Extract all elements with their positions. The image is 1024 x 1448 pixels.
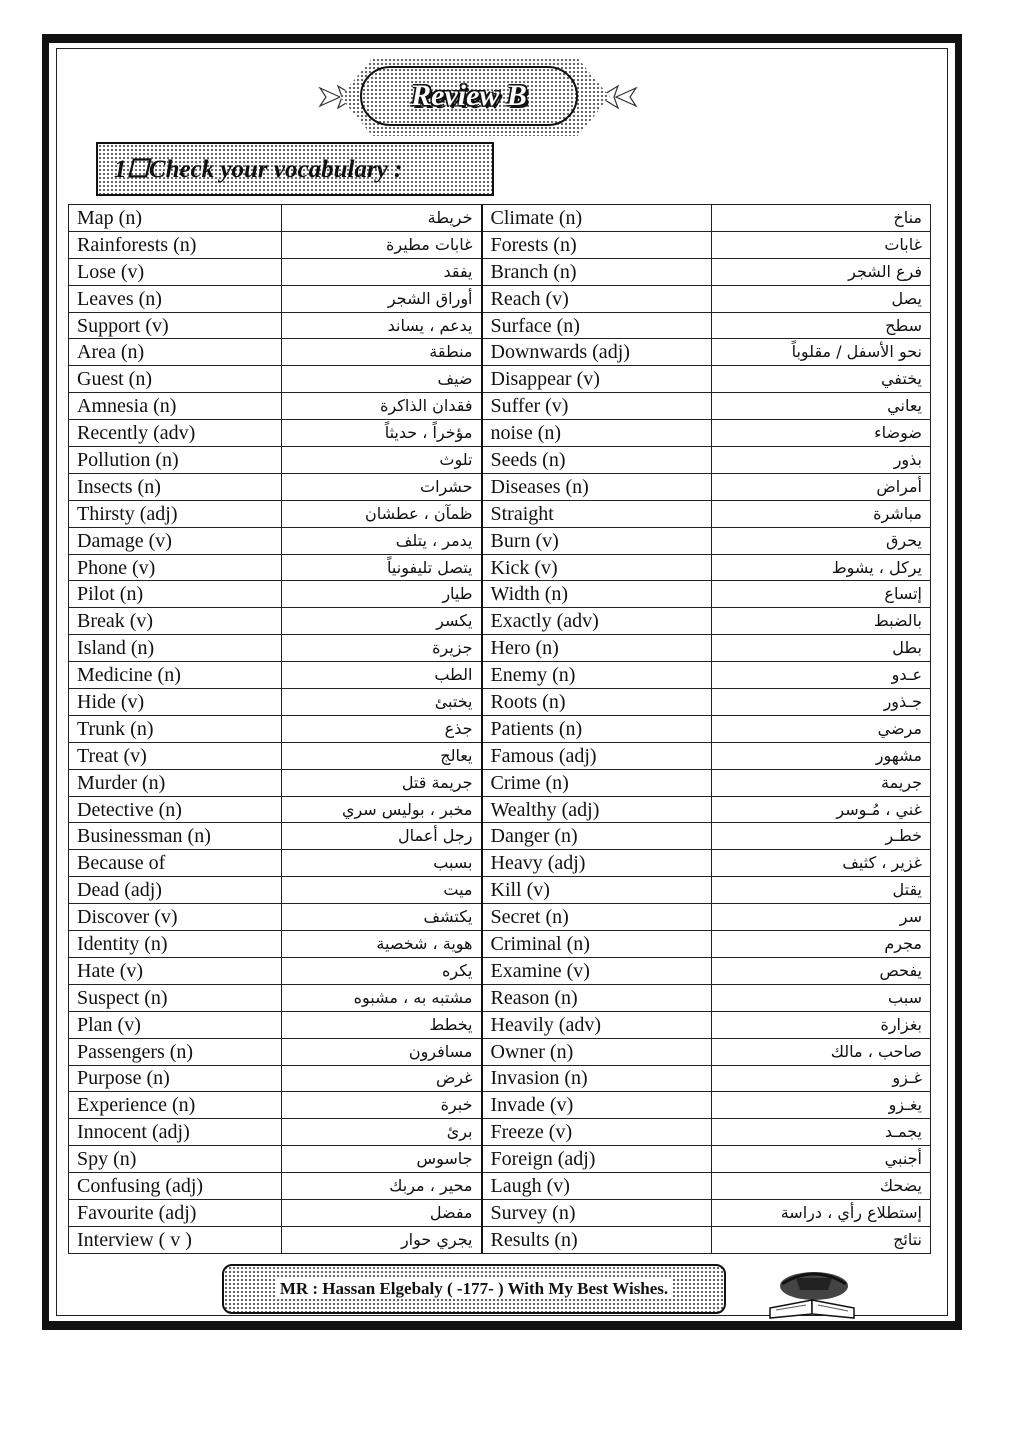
- table-row: [69, 366, 931, 393]
- vocab-arabic-left: خريطة: [282, 205, 482, 232]
- vocab-arabic-left: أوراق الشجر: [282, 285, 482, 312]
- review-title-banner: [330, 58, 630, 138]
- vocab-english-right: Enemy (n): [482, 662, 712, 689]
- vocab-english-right: Heavy (adj): [482, 850, 712, 877]
- vocab-arabic-left: هوية ، شخصية: [282, 931, 482, 958]
- vocab-arabic-right: غزير ، كثيف: [712, 850, 931, 877]
- vocab-arabic-left: مؤخراً ، حديثاً: [282, 420, 482, 447]
- vocab-arabic-left: بسبب: [282, 850, 482, 877]
- table-row: [69, 1092, 931, 1119]
- table-row: [69, 554, 931, 581]
- vocab-arabic-left: حشرات: [282, 473, 482, 500]
- vocab-arabic-right: جريمة: [712, 769, 931, 796]
- vocab-english-left: Interview ( v ): [69, 1226, 282, 1253]
- vocabulary-table: [68, 204, 931, 1254]
- vocab-english-left: Passengers (n): [69, 1038, 282, 1065]
- vocab-english-right: Hero (n): [482, 635, 712, 662]
- vocab-english-left: Support (v): [69, 312, 282, 339]
- vocab-english-left: Trunk (n): [69, 715, 282, 742]
- vocab-arabic-right: ضوضاء: [712, 420, 931, 447]
- vocab-arabic-left: تلوث: [282, 447, 482, 474]
- vocab-english-left: Treat (v): [69, 742, 282, 769]
- vocab-arabic-right: مرضي: [712, 715, 931, 742]
- banner-pill: [360, 66, 578, 126]
- vocab-arabic-left: مسافرون: [282, 1038, 482, 1065]
- vocab-arabic-right: مباشرة: [712, 500, 931, 527]
- vocab-arabic-right: غني ، مُـوسر: [712, 796, 931, 823]
- vocab-arabic-right: صاحب ، مالك: [712, 1038, 931, 1065]
- vocab-english-left: Area (n): [69, 339, 282, 366]
- vocab-arabic-right: عـدو: [712, 662, 931, 689]
- vocab-arabic-right: أمراض: [712, 473, 931, 500]
- vocab-arabic-left: منطقة: [282, 339, 482, 366]
- vocab-english-right: Crime (n): [482, 769, 712, 796]
- table-row: [69, 473, 931, 500]
- vocab-english-left: Purpose (n): [69, 1065, 282, 1092]
- vocab-english-right: Suffer (v): [482, 393, 712, 420]
- vocab-arabic-right: يركل ، يشوط: [712, 554, 931, 581]
- vocab-english-left: Innocent (adj): [69, 1119, 282, 1146]
- vocab-arabic-left: جزيرة: [282, 635, 482, 662]
- vocab-english-right: Famous (adj): [482, 742, 712, 769]
- vocab-arabic-left: جاسوس: [282, 1146, 482, 1173]
- vocab-english-right: Secret (n): [482, 904, 712, 931]
- table-row: [69, 635, 931, 662]
- vocab-arabic-right: إستطلاع رأي ، دراسة: [712, 1199, 931, 1226]
- vocabulary-table-body: [69, 205, 931, 1254]
- vocab-english-left: Discover (v): [69, 904, 282, 931]
- table-row: [69, 1011, 931, 1038]
- table-row: [69, 877, 931, 904]
- vocab-english-right: Invade (v): [482, 1092, 712, 1119]
- table-row: [69, 1065, 931, 1092]
- vocab-english-left: Island (n): [69, 635, 282, 662]
- vocab-english-right: Heavily (adv): [482, 1011, 712, 1038]
- vocab-arabic-left: مشتبه به ، مشبوه: [282, 984, 482, 1011]
- vocab-english-left: Map (n): [69, 205, 282, 232]
- table-row: [69, 1173, 931, 1200]
- vocab-arabic-right: يختفي: [712, 366, 931, 393]
- vocab-english-left: Thirsty (adj): [69, 500, 282, 527]
- vocab-english-right: Danger (n): [482, 823, 712, 850]
- vocab-english-left: Recently (adv): [69, 420, 282, 447]
- vocab-arabic-right: بذور: [712, 447, 931, 474]
- vocab-arabic-right: يضحك: [712, 1173, 931, 1200]
- vocab-english-right: noise (n): [482, 420, 712, 447]
- table-row: [69, 931, 931, 958]
- vocab-arabic-left: يكره: [282, 957, 482, 984]
- vocab-english-right: Seeds (n): [482, 447, 712, 474]
- vocab-english-right: Surface (n): [482, 312, 712, 339]
- vocab-arabic-right: يجمـد: [712, 1119, 931, 1146]
- vocab-arabic-right: مناخ: [712, 205, 931, 232]
- table-row: [69, 1226, 931, 1253]
- vocab-english-right: Branch (n): [482, 258, 712, 285]
- vocab-english-left: Damage (v): [69, 527, 282, 554]
- footer-box: [222, 1264, 726, 1314]
- vocab-english-right: Invasion (n): [482, 1065, 712, 1092]
- vocab-english-right: Laugh (v): [482, 1173, 712, 1200]
- vocab-english-left: Experience (n): [69, 1092, 282, 1119]
- vocab-arabic-right: غابات: [712, 231, 931, 258]
- vocab-english-left: Guest (n): [69, 366, 282, 393]
- table-row: [69, 715, 931, 742]
- vocab-english-right: Kill (v): [482, 877, 712, 904]
- vocab-english-right: Climate (n): [482, 205, 712, 232]
- vocab-english-right: Burn (v): [482, 527, 712, 554]
- vocab-english-right: Examine (v): [482, 957, 712, 984]
- section-title: 1☐Check your vocabulary :: [114, 156, 403, 183]
- vocab-arabic-left: يدمر ، يتلف: [282, 527, 482, 554]
- vocab-arabic-right: نحو الأسفل / مقلوباً: [712, 339, 931, 366]
- vocab-arabic-left: غابات مطيرة: [282, 231, 482, 258]
- table-row: [69, 957, 931, 984]
- vocab-english-right: Width (n): [482, 581, 712, 608]
- vocab-english-left: Lose (v): [69, 258, 282, 285]
- vocab-english-right: Foreign (adj): [482, 1146, 712, 1173]
- table-row: [69, 285, 931, 312]
- vocab-english-left: Dead (adj): [69, 877, 282, 904]
- vocab-english-left: Favourite (adj): [69, 1199, 282, 1226]
- vocab-english-right: Kick (v): [482, 554, 712, 581]
- vocab-english-right: Downwards (adj): [482, 339, 712, 366]
- vocab-english-left: Pollution (n): [69, 447, 282, 474]
- table-row: [69, 1119, 931, 1146]
- vocab-arabic-left: يدعم ، يساند: [282, 312, 482, 339]
- table-row: [69, 339, 931, 366]
- vocab-arabic-left: مخبر ، بوليس سري: [282, 796, 482, 823]
- vocab-arabic-left: محير ، مربك: [282, 1173, 482, 1200]
- vocab-english-left: Suspect (n): [69, 984, 282, 1011]
- vocab-arabic-left: مفضل: [282, 1199, 482, 1226]
- table-row: [69, 742, 931, 769]
- vocab-english-left: Spy (n): [69, 1146, 282, 1173]
- vocab-arabic-right: مشهور: [712, 742, 931, 769]
- table-row: [69, 231, 931, 258]
- section-heading-box: [96, 142, 494, 196]
- vocab-english-left: Break (v): [69, 608, 282, 635]
- vocab-english-right: Roots (n): [482, 689, 712, 716]
- vocab-arabic-left: يكتشف: [282, 904, 482, 931]
- vocab-arabic-right: يفحص: [712, 957, 931, 984]
- table-row: [69, 447, 931, 474]
- vocab-arabic-right: غـزو: [712, 1065, 931, 1092]
- vocab-arabic-left: طيار: [282, 581, 482, 608]
- vocab-arabic-left: الطب: [282, 662, 482, 689]
- vocab-arabic-right: بغزارة: [712, 1011, 931, 1038]
- vocab-arabic-right: يعاني: [712, 393, 931, 420]
- vocab-arabic-right: يقتل: [712, 877, 931, 904]
- vocab-arabic-right: فرع الشجر: [712, 258, 931, 285]
- vocab-english-left: Insects (n): [69, 473, 282, 500]
- vocab-english-right: Freeze (v): [482, 1119, 712, 1146]
- vocab-english-left: Because of: [69, 850, 282, 877]
- vocab-arabic-left: ميت: [282, 877, 482, 904]
- vocab-arabic-right: سبب: [712, 984, 931, 1011]
- vocab-arabic-left: يتصل تليفونياً: [282, 554, 482, 581]
- vocab-arabic-right: بطل: [712, 635, 931, 662]
- vocab-arabic-left: خبرة: [282, 1092, 482, 1119]
- footer-text: MR : Hassan Elgebaly ( -177- ) With My Best Wishes.: [276, 1279, 672, 1299]
- table-row: [69, 689, 931, 716]
- vocab-arabic-left: يخطط: [282, 1011, 482, 1038]
- vocab-arabic-left: برئ: [282, 1119, 482, 1146]
- table-row: [69, 258, 931, 285]
- vocab-arabic-left: يعالج: [282, 742, 482, 769]
- vocab-arabic-right: جـذور: [712, 689, 931, 716]
- vocab-arabic-left: يفقد: [282, 258, 482, 285]
- vocab-arabic-right: سطح: [712, 312, 931, 339]
- vocab-english-right: Owner (n): [482, 1038, 712, 1065]
- vocab-english-right: Reason (n): [482, 984, 712, 1011]
- vocab-arabic-right: يحرق: [712, 527, 931, 554]
- vocab-english-right: Disappear (v): [482, 366, 712, 393]
- vocab-english-right: Exactly (adv): [482, 608, 712, 635]
- vocab-english-left: Phone (v): [69, 554, 282, 581]
- vocab-arabic-right: سر: [712, 904, 931, 931]
- vocab-english-left: Pilot (n): [69, 581, 282, 608]
- table-row: [69, 1199, 931, 1226]
- table-row: [69, 312, 931, 339]
- books-emblem-icon: [762, 1256, 862, 1320]
- vocab-english-left: Identity (n): [69, 931, 282, 958]
- vocab-english-right: Patients (n): [482, 715, 712, 742]
- vocab-english-right: Survey (n): [482, 1199, 712, 1226]
- table-row: [69, 769, 931, 796]
- vocab-arabic-left: يجري حوار: [282, 1226, 482, 1253]
- table-row: [69, 796, 931, 823]
- vocab-english-left: Rainforests (n): [69, 231, 282, 258]
- vocab-arabic-right: أجنبي: [712, 1146, 931, 1173]
- table-row: [69, 823, 931, 850]
- vocab-arabic-left: جريمة قتل: [282, 769, 482, 796]
- vocab-english-left: Leaves (n): [69, 285, 282, 312]
- table-row: [69, 904, 931, 931]
- vocab-english-right: Wealthy (adj): [482, 796, 712, 823]
- vocab-arabic-right: إتساع: [712, 581, 931, 608]
- table-row: [69, 984, 931, 1011]
- table-row: [69, 420, 931, 447]
- vocab-english-left: Businessman (n): [69, 823, 282, 850]
- vocab-arabic-left: فقدان الذاكرة: [282, 393, 482, 420]
- vocab-english-left: Medicine (n): [69, 662, 282, 689]
- table-row: [69, 608, 931, 635]
- vocab-arabic-left: يكسر: [282, 608, 482, 635]
- vocab-arabic-left: ضيف: [282, 366, 482, 393]
- vocab-arabic-left: غرض: [282, 1065, 482, 1092]
- vocab-arabic-right: خطـر: [712, 823, 931, 850]
- table-row: [69, 581, 931, 608]
- vocab-arabic-right: يغـزو: [712, 1092, 931, 1119]
- vocab-english-left: Murder (n): [69, 769, 282, 796]
- vocab-english-right: Forests (n): [482, 231, 712, 258]
- vocab-arabic-right: مجرم: [712, 931, 931, 958]
- vocab-english-left: Plan (v): [69, 1011, 282, 1038]
- vocab-english-left: Amnesia (n): [69, 393, 282, 420]
- vocab-arabic-right: يصل: [712, 285, 931, 312]
- vocab-english-left: Hide (v): [69, 689, 282, 716]
- vocab-english-left: Detective (n): [69, 796, 282, 823]
- table-row: [69, 1038, 931, 1065]
- vocab-arabic-left: يختبئ: [282, 689, 482, 716]
- table-row: [69, 1146, 931, 1173]
- vocab-english-right: Results (n): [482, 1226, 712, 1253]
- vocab-arabic-left: رجل أعمال: [282, 823, 482, 850]
- vocab-arabic-right: بالضبط: [712, 608, 931, 635]
- vocab-arabic-left: ظمآن ، عطشان: [282, 500, 482, 527]
- table-row: [69, 850, 931, 877]
- vocab-english-left: Hate (v): [69, 957, 282, 984]
- vocab-english-left: Confusing (adj): [69, 1173, 282, 1200]
- vocab-arabic-right: نتائج: [712, 1226, 931, 1253]
- table-row: [69, 393, 931, 420]
- page-title: Review B: [411, 79, 527, 112]
- table-row: [69, 527, 931, 554]
- table-row: [69, 205, 931, 232]
- table-row: [69, 662, 931, 689]
- table-row: [69, 500, 931, 527]
- vocab-english-right: Straight: [482, 500, 712, 527]
- vocab-arabic-left: جذع: [282, 715, 482, 742]
- vocab-english-right: Reach (v): [482, 285, 712, 312]
- vocab-english-right: Diseases (n): [482, 473, 712, 500]
- vocab-english-right: Criminal (n): [482, 931, 712, 958]
